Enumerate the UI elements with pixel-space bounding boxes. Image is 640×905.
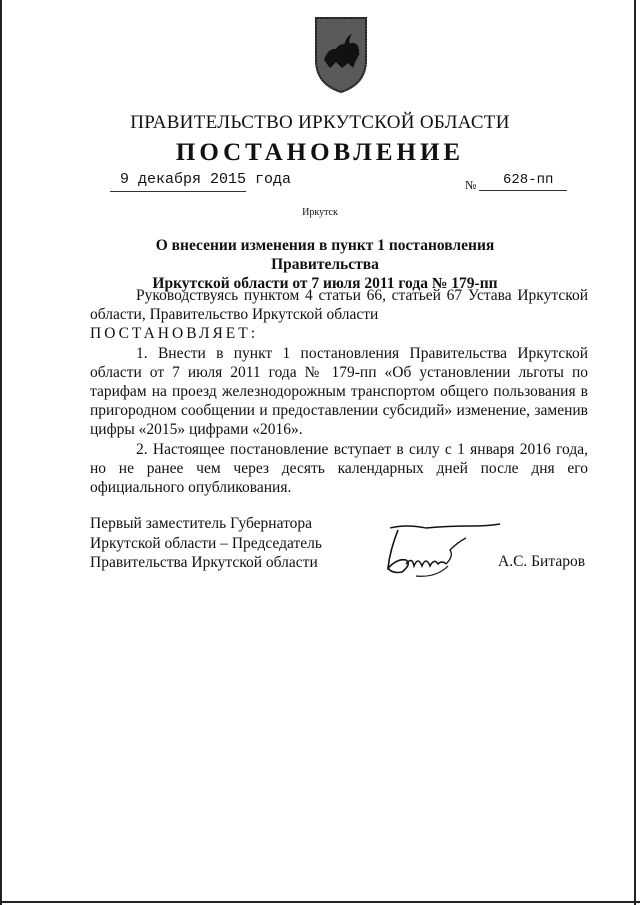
position-line-2: Иркутской области – Председатель xyxy=(90,534,322,552)
right-border xyxy=(634,0,636,905)
government-name: ПРАВИТЕЛЬСТВО ИРКУТСКОЙ ОБЛАСТИ xyxy=(130,112,510,133)
decree-body xyxy=(90,286,588,497)
item-1-paragraph: 1. Внести в пункт 1 постановления Правительства Иркутской области от 7 июля 2011 года № 179-пп «Об установлении льготы по тарифам на проезд железнодорожным транспортом общего пользования в пригородном сообщении и предоставлении субсидий» изменение, заменив цифры «2015» цифрами «2016». xyxy=(90,344,588,439)
signatory-position xyxy=(90,514,322,573)
decree-date: 9 декабря 2015 года xyxy=(120,171,292,188)
number-underline xyxy=(479,190,567,191)
left-border xyxy=(0,0,2,905)
city-name: Иркутск xyxy=(302,207,338,218)
subject-line-2: Иркутской области от 7 июля 2011 года № 179-пп xyxy=(152,275,498,292)
signatory-name: А.С. Битаров xyxy=(498,553,586,570)
bottom-border xyxy=(0,901,640,903)
position-line-1: Первый заместитель Губернатора xyxy=(90,515,313,532)
preamble-paragraph: Руководствуясь пунктом 4 статьи 66, статьей 67 Устава Иркутской области, Правительство Иркутской области xyxy=(90,287,588,324)
handwritten-signature-icon xyxy=(376,520,506,580)
date-underline xyxy=(110,191,246,192)
item-2-paragraph: 2. Настоящее постановление вступает в силу с 1 января 2016 года, но не ранее чем через десять календарных дней после дня его официального опубликования. xyxy=(90,440,588,497)
decree-number: 628-пп xyxy=(503,172,554,188)
number-sign: № xyxy=(465,178,477,192)
position-line-3: Правительства Иркутской области xyxy=(90,554,318,571)
resolves-heading: ПОСТАНОВЛЯЕТ: xyxy=(90,325,259,343)
decree-subject xyxy=(110,236,540,293)
subject-line-1: О внесении изменения в пункт 1 постановления Правительства xyxy=(155,237,495,273)
irkutsk-coat-of-arms-icon xyxy=(314,16,368,94)
document-type: ПОСТАНОВЛЕНИЕ xyxy=(175,139,465,166)
